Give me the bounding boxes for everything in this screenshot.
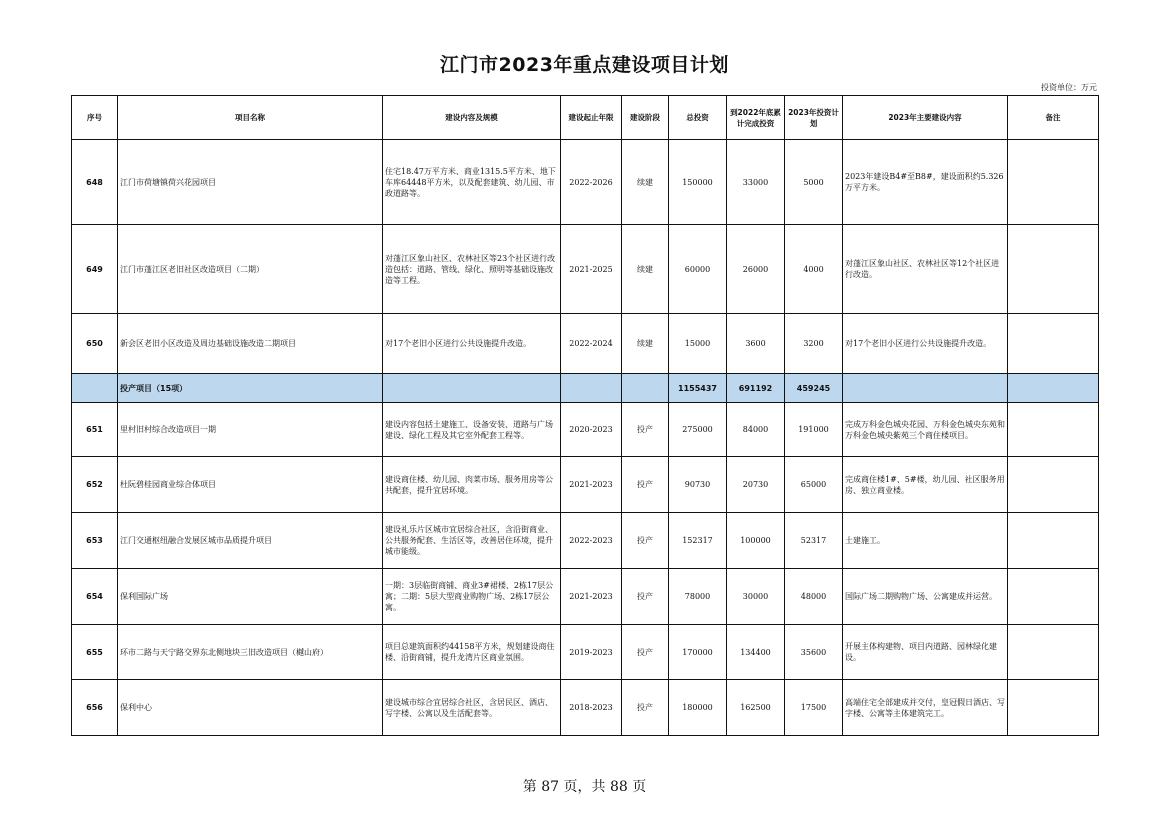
plan-cell: 4000 xyxy=(785,225,843,314)
name-cell: 保利国际广场 xyxy=(118,569,383,625)
total-cell: 180000 xyxy=(669,680,727,736)
plan-cell: 48000 xyxy=(785,569,843,625)
plan-cell: 3200 xyxy=(785,314,843,374)
note-cell xyxy=(1008,680,1099,736)
content-cell: 高端住宅全部建成并交付，皇冠假日酒店、写字楼、公寓等主体建筑完工。 xyxy=(843,680,1008,736)
investment-unit: 投资单位：万元 xyxy=(1041,83,1097,92)
table-row xyxy=(72,314,1099,374)
content-cell xyxy=(843,374,1008,403)
stage-cell: 投产 xyxy=(622,569,669,625)
seq-cell: 651 xyxy=(72,403,118,457)
stage-cell: 投产 xyxy=(622,625,669,680)
col-stage: 建设阶段 xyxy=(622,96,669,140)
note-cell xyxy=(1008,374,1099,403)
col-seq: 序号 xyxy=(72,96,118,140)
done-cell: 162500 xyxy=(727,680,785,736)
content-cell: 完成万科金色城央花园、万科金色城央东苑和万科金色城央紫苑三个商住楼项目。 xyxy=(843,403,1008,457)
page-number: 第 87 页，共 88 页 xyxy=(522,779,647,795)
stage-cell: 投产 xyxy=(622,403,669,457)
subtotal-total: 1155437 xyxy=(669,374,727,403)
stage-cell: 续建 xyxy=(622,225,669,314)
scope-cell: 建设城市综合宜居综合社区，含居民区、酒店、写字楼、公寓以及生活配套等。 xyxy=(383,680,561,736)
plan-cell: 52317 xyxy=(785,513,843,569)
plan-cell: 191000 xyxy=(785,403,843,457)
total-cell: 275000 xyxy=(669,403,727,457)
total-cell: 78000 xyxy=(669,569,727,625)
subtotal-plan: 459245 xyxy=(785,374,843,403)
name-cell: 新会区老旧小区改造及周边基础设施改造二期项目 xyxy=(118,314,383,374)
subtotal-label: 投产项目（15项） xyxy=(118,374,383,403)
period-cell: 2018-2023 xyxy=(561,680,622,736)
done-cell: 134400 xyxy=(727,625,785,680)
scope-cell: 住宅18.47万平方米、商业1315.5平方米、地下车库64448平方米，以及配套建筑、幼儿园、市政道路等。 xyxy=(383,140,561,225)
scope-cell: 建设礼乐片区城市宜居综合社区，含沿街商业、公共服务配套、生活区等，改善居住环境，提升城市能级。 xyxy=(383,513,561,569)
content-cell: 对17个老旧小区进行公共设施提升改造。 xyxy=(843,314,1008,374)
total-cell: 170000 xyxy=(669,625,727,680)
name-cell: 保利中心 xyxy=(118,680,383,736)
period-cell: 2022-2023 xyxy=(561,513,622,569)
table-row xyxy=(72,403,1099,457)
plan-cell: 5000 xyxy=(785,140,843,225)
table-row xyxy=(72,513,1099,569)
done-cell: 26000 xyxy=(727,225,785,314)
scope-cell: 项目总建筑面积约44158平方米，规划建设商住楼、沿街商铺，提升龙湾片区商业氛围。 xyxy=(383,625,561,680)
col-plan: 2023年投资计划 xyxy=(785,96,843,140)
seq-cell xyxy=(72,374,118,403)
done-cell: 84000 xyxy=(727,403,785,457)
stage-cell xyxy=(622,374,669,403)
table-row xyxy=(72,225,1099,314)
name-cell: 里村旧村综合改造项目一期 xyxy=(118,403,383,457)
note-cell xyxy=(1008,457,1099,513)
col-done: 到2022年底累计完成投资 xyxy=(727,96,785,140)
col-content: 2023年主要建设内容 xyxy=(843,96,1008,140)
table-row xyxy=(72,140,1099,225)
plan-cell: 65000 xyxy=(785,457,843,513)
page-title: 江门市2023年重点建设项目计划 xyxy=(440,54,729,76)
content-cell: 开展主体构建物、项目内道路、园林绿化建设。 xyxy=(843,625,1008,680)
col-total: 总投资 xyxy=(669,96,727,140)
period-cell: 2021-2025 xyxy=(561,225,622,314)
name-cell: 江门市蓬江区老旧社区改造项目（二期） xyxy=(118,225,383,314)
seq-cell: 656 xyxy=(72,680,118,736)
total-cell: 90730 xyxy=(669,457,727,513)
content-cell: 国际广场二期购物广场、公寓建成并运营。 xyxy=(843,569,1008,625)
done-cell: 30000 xyxy=(727,569,785,625)
table-row xyxy=(72,680,1099,736)
period-cell: 2022-2026 xyxy=(561,140,622,225)
note-cell xyxy=(1008,140,1099,225)
period-cell xyxy=(561,374,622,403)
table-row xyxy=(72,457,1099,513)
note-cell xyxy=(1008,314,1099,374)
plan-cell: 35600 xyxy=(785,625,843,680)
total-cell: 150000 xyxy=(669,140,727,225)
seq-cell: 649 xyxy=(72,225,118,314)
name-cell: 环市二路与天宁路交界东北侧地块三旧改造项目（樾山府） xyxy=(118,625,383,680)
table-row xyxy=(72,569,1099,625)
content-cell: 完成商住楼1#、5#楼，幼儿园、社区服务用房、独立商业楼。 xyxy=(843,457,1008,513)
project-table xyxy=(71,95,1099,736)
done-cell: 20730 xyxy=(727,457,785,513)
stage-cell: 投产 xyxy=(622,513,669,569)
subtotal-row xyxy=(72,374,1099,403)
stage-cell: 投产 xyxy=(622,680,669,736)
period-cell: 2022-2024 xyxy=(561,314,622,374)
scope-cell: 建设内容包括土建施工、设备安装、道路与广场建设、绿化工程及其它室外配套工程等。 xyxy=(383,403,561,457)
period-cell: 2020-2023 xyxy=(561,403,622,457)
col-scope: 建设内容及规模 xyxy=(383,96,561,140)
stage-cell: 续建 xyxy=(622,140,669,225)
note-cell xyxy=(1008,513,1099,569)
done-cell: 3600 xyxy=(727,314,785,374)
content-cell: 对蓬江区象山社区、农林社区等12个社区进行改造。 xyxy=(843,225,1008,314)
scope-cell xyxy=(383,374,561,403)
seq-cell: 653 xyxy=(72,513,118,569)
done-cell: 33000 xyxy=(727,140,785,225)
scope-cell: 对蓬江区象山社区、农林社区等23个社区进行改造包括：道路、管线、绿化、照明等基础设施改造等工程。 xyxy=(383,225,561,314)
name-cell: 江门交通枢纽融合发展区城市品质提升项目 xyxy=(118,513,383,569)
col-period: 建设起止年限 xyxy=(561,96,622,140)
note-cell xyxy=(1008,569,1099,625)
total-cell: 15000 xyxy=(669,314,727,374)
col-note: 备注 xyxy=(1008,96,1099,140)
seq-cell: 652 xyxy=(72,457,118,513)
stage-cell: 续建 xyxy=(622,314,669,374)
done-cell: 100000 xyxy=(727,513,785,569)
seq-cell: 648 xyxy=(72,140,118,225)
seq-cell: 655 xyxy=(72,625,118,680)
scope-cell: 对17个老旧小区进行公共设施提升改造。 xyxy=(383,314,561,374)
scope-cell: 建设商住楼、幼儿园、肉菜市场、服务用房等公共配套，提升宜居环境。 xyxy=(383,457,561,513)
period-cell: 2019-2023 xyxy=(561,625,622,680)
total-cell: 60000 xyxy=(669,225,727,314)
stage-cell: 投产 xyxy=(622,457,669,513)
content-cell: 2023年建设B4#至B8#，建设面积约5.326万平方米。 xyxy=(843,140,1008,225)
scope-cell: 一期：3层临街商铺、商业3#裙楼、2栋17层公寓；二期：5层大型商业购物广场、2栋17层公寓。 xyxy=(383,569,561,625)
note-cell xyxy=(1008,403,1099,457)
period-cell: 2021-2023 xyxy=(561,569,622,625)
total-cell: 152317 xyxy=(669,513,727,569)
subtotal-done: 691192 xyxy=(727,374,785,403)
name-cell: 江门市荷塘镇荷兴花园项目 xyxy=(118,140,383,225)
header-row xyxy=(72,96,1099,140)
seq-cell: 650 xyxy=(72,314,118,374)
name-cell: 杜阮碧桂园商业综合体项目 xyxy=(118,457,383,513)
seq-cell: 654 xyxy=(72,569,118,625)
content-cell: 土建施工。 xyxy=(843,513,1008,569)
table-row xyxy=(72,625,1099,680)
note-cell xyxy=(1008,625,1099,680)
period-cell: 2021-2023 xyxy=(561,457,622,513)
col-name: 项目名称 xyxy=(118,96,383,140)
plan-cell: 17500 xyxy=(785,680,843,736)
note-cell xyxy=(1008,225,1099,314)
